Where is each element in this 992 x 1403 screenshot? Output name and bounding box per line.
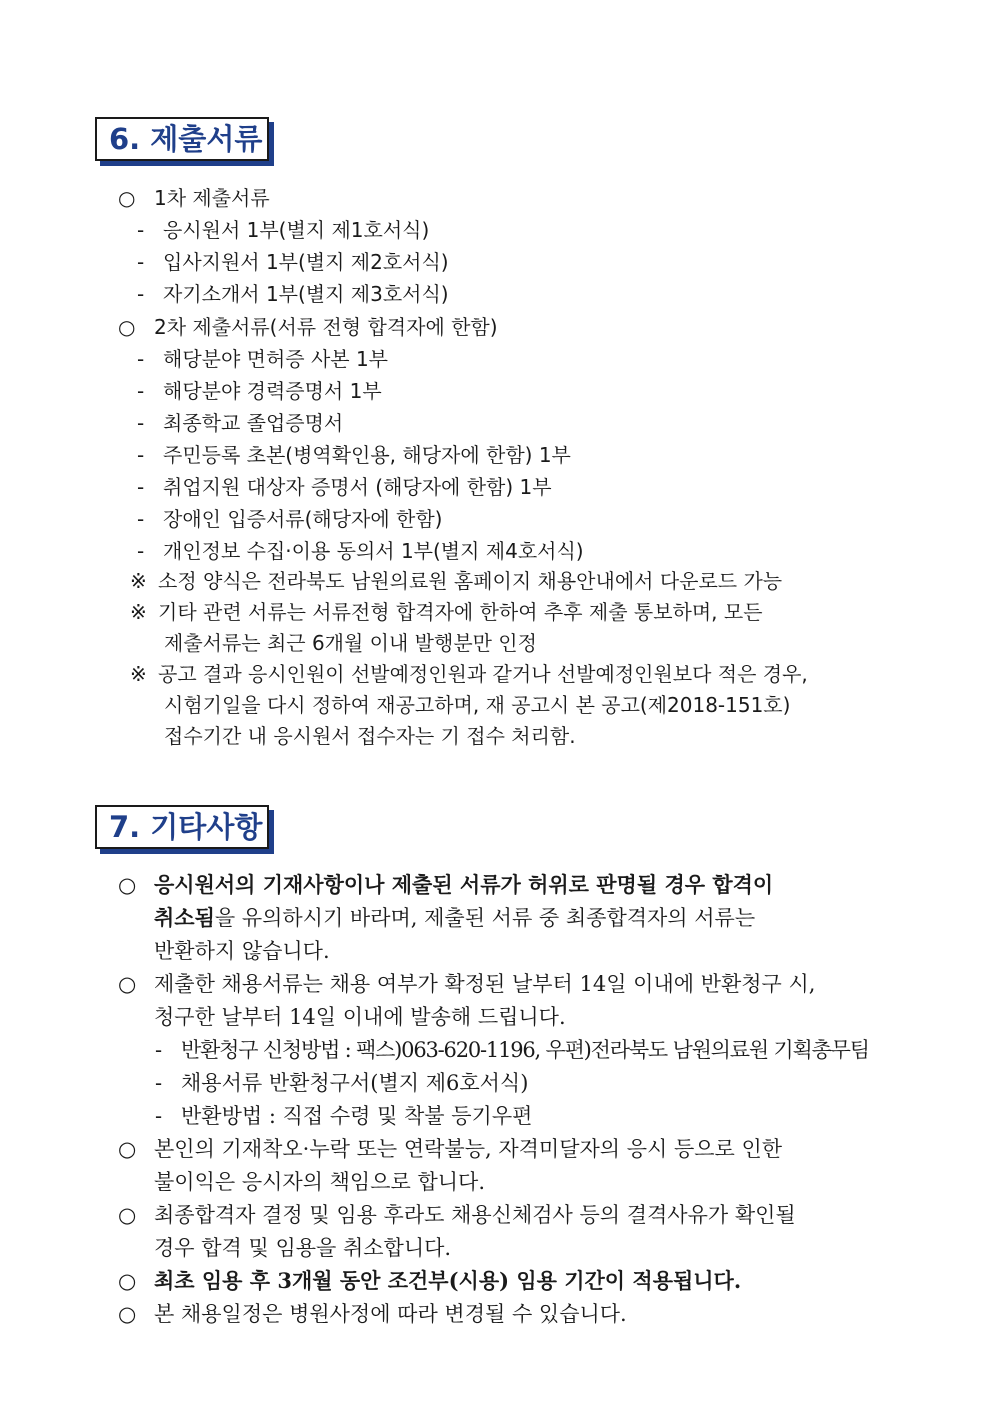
list-item-text: 주민등록 초본(병역확인용, 해당자에 한함) 1부 bbox=[163, 443, 571, 467]
circle-bullet: ○ bbox=[118, 1137, 137, 1161]
list-item bbox=[118, 1201, 796, 1229]
dash-bullet: - bbox=[155, 1038, 163, 1062]
list-item-text: 해당분야 경력증명서 1부 bbox=[163, 379, 382, 403]
list-item-first-submission bbox=[118, 184, 270, 212]
list-item bbox=[137, 216, 429, 244]
list-item bbox=[137, 377, 382, 405]
list-item bbox=[137, 505, 442, 533]
list-item bbox=[118, 1135, 782, 1163]
continuation-line: 반환하지 않습니다. bbox=[154, 939, 330, 963]
dash-bullet: - bbox=[137, 250, 145, 274]
dash-bullet: - bbox=[137, 443, 145, 467]
dash-bullet: - bbox=[137, 539, 145, 563]
dash-bullet: - bbox=[137, 347, 145, 371]
note-line bbox=[130, 660, 808, 688]
second-submission-heading: 2차 제출서류(서류 전형 합격자에 한함) bbox=[154, 315, 498, 339]
circle-bullet: ○ bbox=[118, 315, 136, 339]
sub-item-text: 반환청구 신청방법 : 팩스)063-620-1196, 우편)전라북도 남원의료원 기획총무팀 bbox=[181, 1038, 869, 1062]
list-item bbox=[118, 1267, 741, 1295]
list-item bbox=[137, 537, 584, 565]
list-item-text: 최초 임용 후 3개월 동안 조건부(시용) 임용 기간이 적용됩니다. bbox=[154, 1268, 742, 1293]
circle-bullet: ○ bbox=[118, 1203, 137, 1227]
first-submission-heading: 1차 제출서류 bbox=[154, 186, 270, 210]
circle-bullet: ○ bbox=[118, 186, 136, 210]
list-item-text: 응시원서의 기재사항이나 제출된 서류가 허위로 판명될 경우 합격이 bbox=[154, 872, 774, 897]
sub-item bbox=[155, 1036, 869, 1064]
list-item bbox=[118, 970, 815, 998]
list-item bbox=[137, 248, 449, 276]
circle-bullet: ○ bbox=[118, 1302, 137, 1326]
reference-mark: ※ bbox=[130, 569, 147, 593]
note-line bbox=[130, 598, 763, 626]
circle-bullet: ○ bbox=[118, 872, 137, 897]
dash-bullet: - bbox=[137, 379, 145, 403]
dash-bullet: - bbox=[155, 1071, 163, 1095]
note-text: 기타 관련 서류는 서류전형 합격자에 한하여 추후 제출 통보하며, 모든 bbox=[158, 600, 763, 624]
dash-bullet: - bbox=[137, 411, 145, 435]
list-item bbox=[137, 280, 449, 308]
section-6-title: 6. 제출서류 bbox=[95, 117, 269, 161]
continuation-line: 취소됨을 유의하시기 바라며, 제출된 서류 중 최종합격자의 서류는 bbox=[154, 905, 756, 930]
sub-item-text: 반환방법 : 직접 수령 및 착불 등기우편 bbox=[181, 1104, 533, 1128]
sub-item bbox=[155, 1069, 528, 1097]
dash-bullet: - bbox=[155, 1104, 163, 1128]
circle-bullet: ○ bbox=[118, 1268, 137, 1293]
list-item-text: 입사지원서 1부(별지 제2호서식) bbox=[163, 250, 449, 274]
sub-item bbox=[155, 1102, 532, 1130]
note-line bbox=[130, 567, 782, 595]
note-continuation: 접수기간 내 응시원서 접수자는 기 접수 처리함. bbox=[164, 724, 576, 748]
note-text: 소정 양식은 전라북도 남원의료원 홈페이지 채용안내에서 다운로드 가능 bbox=[158, 569, 783, 593]
continuation-line: 경우 합격 및 임용을 취소합니다. bbox=[154, 1236, 452, 1260]
list-item-text: 본인의 기재착오·누락 또는 연락불능, 자격미달자의 응시 등으로 인한 bbox=[154, 1137, 783, 1161]
list-item-text: 취업지원 대상자 증명서 (해당자에 한함) 1부 bbox=[163, 475, 552, 499]
list-item-second-submission bbox=[118, 313, 498, 341]
list-item-text: 제출한 채용서류는 채용 여부가 확정된 날부터 14일 이내에 반환청구 시, bbox=[154, 972, 816, 996]
list-item-text: 해당분야 면허증 사본 1부 bbox=[163, 347, 388, 371]
circle-bullet: ○ bbox=[118, 972, 137, 996]
note-continuation: 시험기일을 다시 정하여 재공고하며, 재 공고시 본 공고(제2018-151호) bbox=[164, 693, 791, 717]
dash-bullet: - bbox=[137, 218, 145, 242]
dash-bullet: - bbox=[137, 507, 145, 531]
list-item bbox=[137, 345, 388, 373]
note-text: 공고 결과 응시인원이 선발예정인원과 같거나 선발예정인원보다 적은 경우, bbox=[158, 662, 808, 686]
reference-mark: ※ bbox=[130, 600, 147, 624]
section-7-title: 7. 기타사항 bbox=[95, 805, 269, 849]
dash-bullet: - bbox=[137, 282, 145, 306]
list-item-text: 응시원서 1부(별지 제1호서식) bbox=[163, 218, 430, 242]
dash-bullet: - bbox=[137, 475, 145, 499]
list-item-text: 최종합격자 결정 및 임용 후라도 채용신체검사 등의 결격사유가 확인될 bbox=[154, 1203, 796, 1227]
list-item bbox=[118, 871, 773, 899]
list-item-text: 자기소개서 1부(별지 제3호서식) bbox=[163, 282, 449, 306]
list-item-text: 최종학교 졸업증명서 bbox=[163, 411, 344, 435]
list-item bbox=[137, 473, 552, 501]
list-item bbox=[137, 441, 571, 469]
list-item-text: 개인정보 수집·이용 동의서 1부(별지 제4호서식) bbox=[163, 539, 584, 563]
sub-item-text: 채용서류 반환청구서(별지 제6호서식) bbox=[181, 1071, 529, 1095]
continuation-line: 청구한 날부터 14일 이내에 발송해 드립니다. bbox=[154, 1005, 566, 1029]
continuation-line: 불이익은 응시자의 책임으로 합니다. bbox=[154, 1170, 485, 1194]
note-continuation: 제출서류는 최근 6개월 이내 발행분만 인정 bbox=[164, 631, 537, 655]
list-item bbox=[118, 1300, 627, 1328]
list-item-text: 본 채용일정은 병원사정에 따라 변경될 수 있습니다. bbox=[154, 1302, 627, 1326]
emphasis-text: 취소됨 bbox=[154, 905, 215, 930]
list-item bbox=[137, 409, 343, 437]
reference-mark: ※ bbox=[130, 662, 147, 686]
list-item-text: 장애인 입증서류(해당자에 한함) bbox=[163, 507, 443, 531]
